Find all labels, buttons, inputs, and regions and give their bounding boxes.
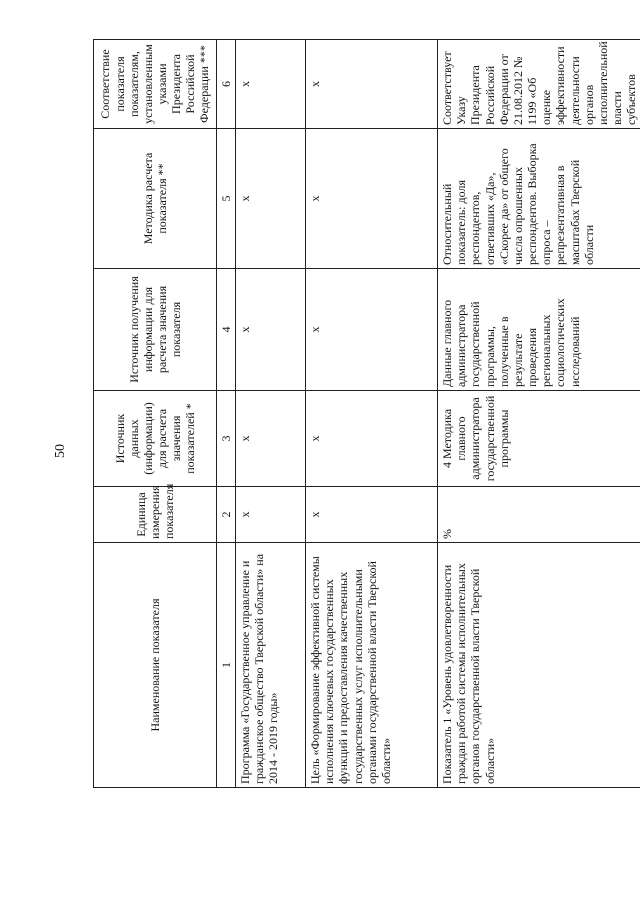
indicator-name: Программа «Государственное управление и гражданское общество Тверской области» на 2014 - 2019 годы» [236,543,306,788]
page-number: 50 [53,444,68,458]
column-number: 3 [217,391,236,487]
conformity-cell: Соответствует Указу Президента Российской Федерации от 21.08.2012 № 1199 «Об оценке эффективности деятельности органов исполнительной власти субъектов [438,40,640,129]
header-cell: Источник получения информации для расчета значения показателя [94,269,217,391]
table-row [236,40,306,788]
header-row [94,40,217,788]
info-source-cell: x [306,269,438,391]
source-cell: x [236,391,306,487]
unit-cell: x [236,487,306,543]
source-cell: x [306,391,438,487]
unit-cell: % [438,487,640,543]
column-number: 2 [217,487,236,543]
info-source-cell: x [236,269,306,391]
method-cell: Относительный показатель: доля респондентов, ответивших «Да», «Скорее да» от общего числа опрошенных респондентов. Выборка опроса – репрезентативная в масштабах Тверской области [438,129,640,269]
indicators-table [93,39,640,788]
column-number: 6 [217,40,236,129]
conformity-cell: x [306,40,438,129]
table-row [438,40,640,788]
unit-cell: x [306,487,438,543]
header-cell: Наименование показателя [94,543,217,788]
column-number: 4 [217,269,236,391]
info-source-cell: Данные главного администратора государственной программы, полученные в результате проведения региональных социологических исследований [438,269,640,391]
header-cell: Методика расчета показателя ** [94,129,217,269]
table-row [306,40,438,788]
column-number-row [217,40,236,788]
method-cell: x [236,129,306,269]
header-cell: Соответствие показателя показателям, установленным указами Президента Российской Федерации *** [94,40,217,129]
header-cell: Единица измерения показателя [94,487,217,543]
column-number: 1 [217,543,236,788]
source-cell: 4 Методика главного администратора государственной программы [438,391,640,487]
header-cell: Источник данных (информации) для расчета значения показателей * [94,391,217,487]
rotated-table-container [93,40,639,788]
conformity-cell: x [236,40,306,129]
indicator-name: Цель «Формирование эффективной системы исполнения ключевых государственных функций и предоставления качественных государственных услуг исполнительными органами государственной власти Тверской области» [306,543,438,788]
indicator-name: Показатель 1 «Уровень удовлетворенности граждан работой системы исполнительных органов государственной власти Тверской области» [438,543,640,788]
method-cell: x [306,129,438,269]
column-number: 5 [217,129,236,269]
